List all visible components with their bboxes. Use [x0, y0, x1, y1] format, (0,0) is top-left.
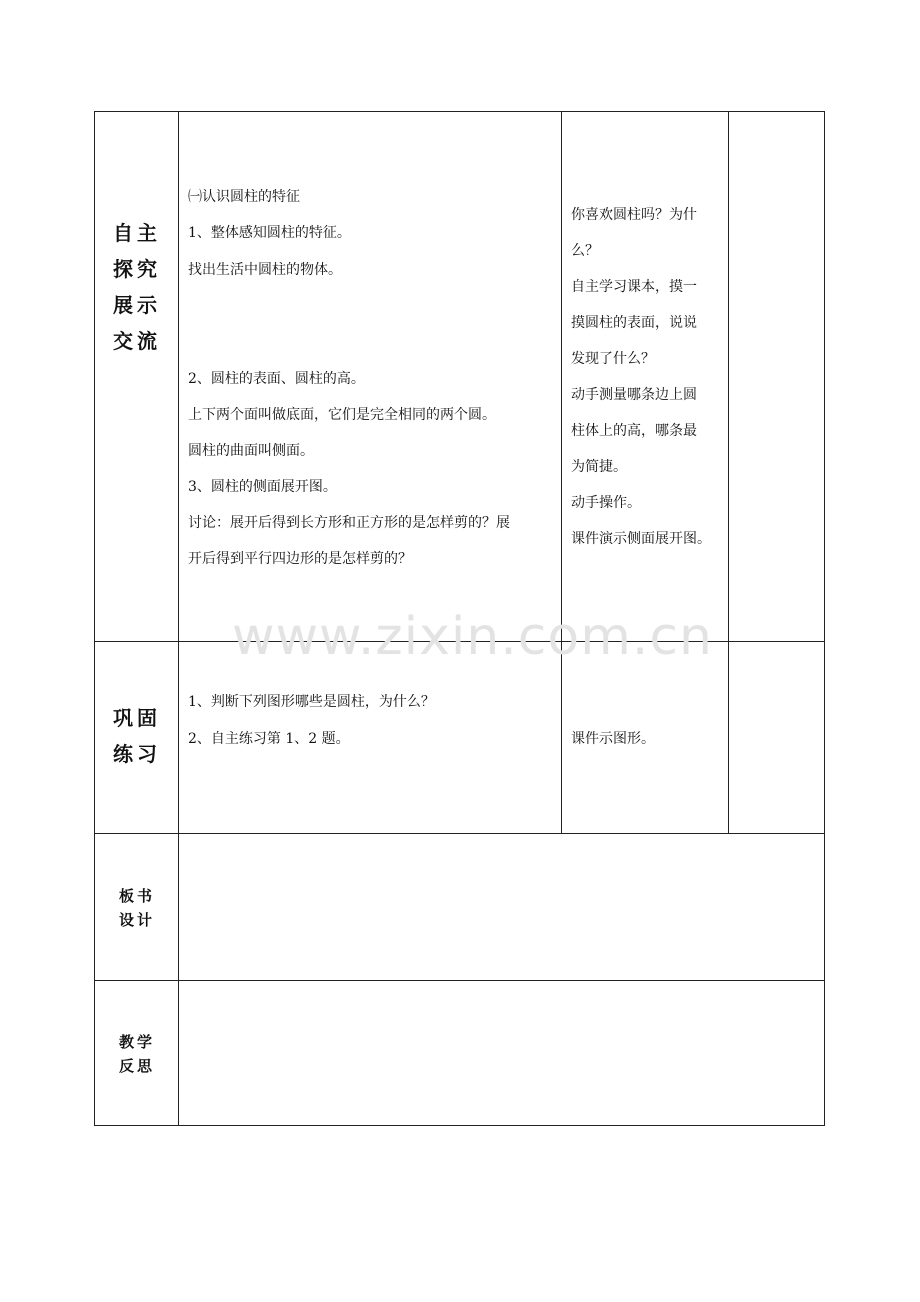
board-design-row-label [95, 884, 179, 932]
note-line: 动手测量哪条边上圆 [571, 387, 697, 403]
note-line: 你喜欢圆柱吗？为什 [571, 207, 697, 223]
label-line: 展示 [113, 293, 161, 317]
label-line: 自主 [113, 221, 161, 245]
note-line: 为简捷。 [571, 459, 627, 475]
label-line: 反思 [118, 1057, 155, 1075]
note-line: 自主学习课本，摸一 [571, 279, 697, 295]
label-line: 设计 [118, 911, 155, 929]
label-line: 板书 [118, 887, 155, 905]
content-line: 上下两个面叫做底面，它们是完全相同的两个圆。 [188, 407, 496, 423]
label-line: 教学 [118, 1033, 155, 1051]
label-line: 交流 [113, 329, 161, 353]
content-line: 2、圆柱的表面、圆柱的高。 [188, 371, 365, 387]
practice-row-label [95, 700, 179, 772]
column-divider [728, 112, 729, 833]
row-divider [95, 980, 824, 981]
content-line: 1、判断下列图形哪些是圆柱，为什么？ [188, 694, 435, 710]
content-line: 开后得到平行四边形的是怎样剪的？ [188, 551, 412, 567]
watermark: www.zixin.com.cn [232, 607, 713, 667]
column-divider [561, 112, 562, 833]
note-line: 发现了什么？ [571, 351, 655, 367]
explore-row-label [95, 215, 179, 359]
content-line: 2、自主练习第 1、2 题。 [188, 731, 350, 747]
note-line: 动手操作。 [571, 495, 641, 511]
content-line: 找出生活中圆柱的物体。 [188, 262, 342, 278]
note-line: 课件演示侧面展开图。 [571, 531, 711, 547]
label-line: 练习 [113, 742, 161, 766]
content-line: 1、整体感知圆柱的特征。 [188, 225, 351, 241]
content-line: 圆柱的曲面叫侧面。 [188, 443, 314, 459]
note-line: 柱体上的高，哪条最 [571, 423, 697, 439]
label-line: 探究 [113, 257, 161, 281]
note-line: 么？ [571, 243, 599, 259]
reflection-row-label [95, 1030, 179, 1078]
content-line: ㈠认识圆柱的特征 [188, 189, 300, 205]
content-line: 讨论：展开后得到长方形和正方形的是怎样剪的？展 [188, 515, 510, 531]
row-divider [95, 833, 824, 834]
note-line: 课件示图形。 [571, 731, 655, 747]
note-line: 摸圆柱的表面，说说 [571, 315, 697, 331]
label-line: 巩固 [113, 706, 161, 730]
content-line: 3、圆柱的侧面展开图。 [188, 479, 337, 495]
